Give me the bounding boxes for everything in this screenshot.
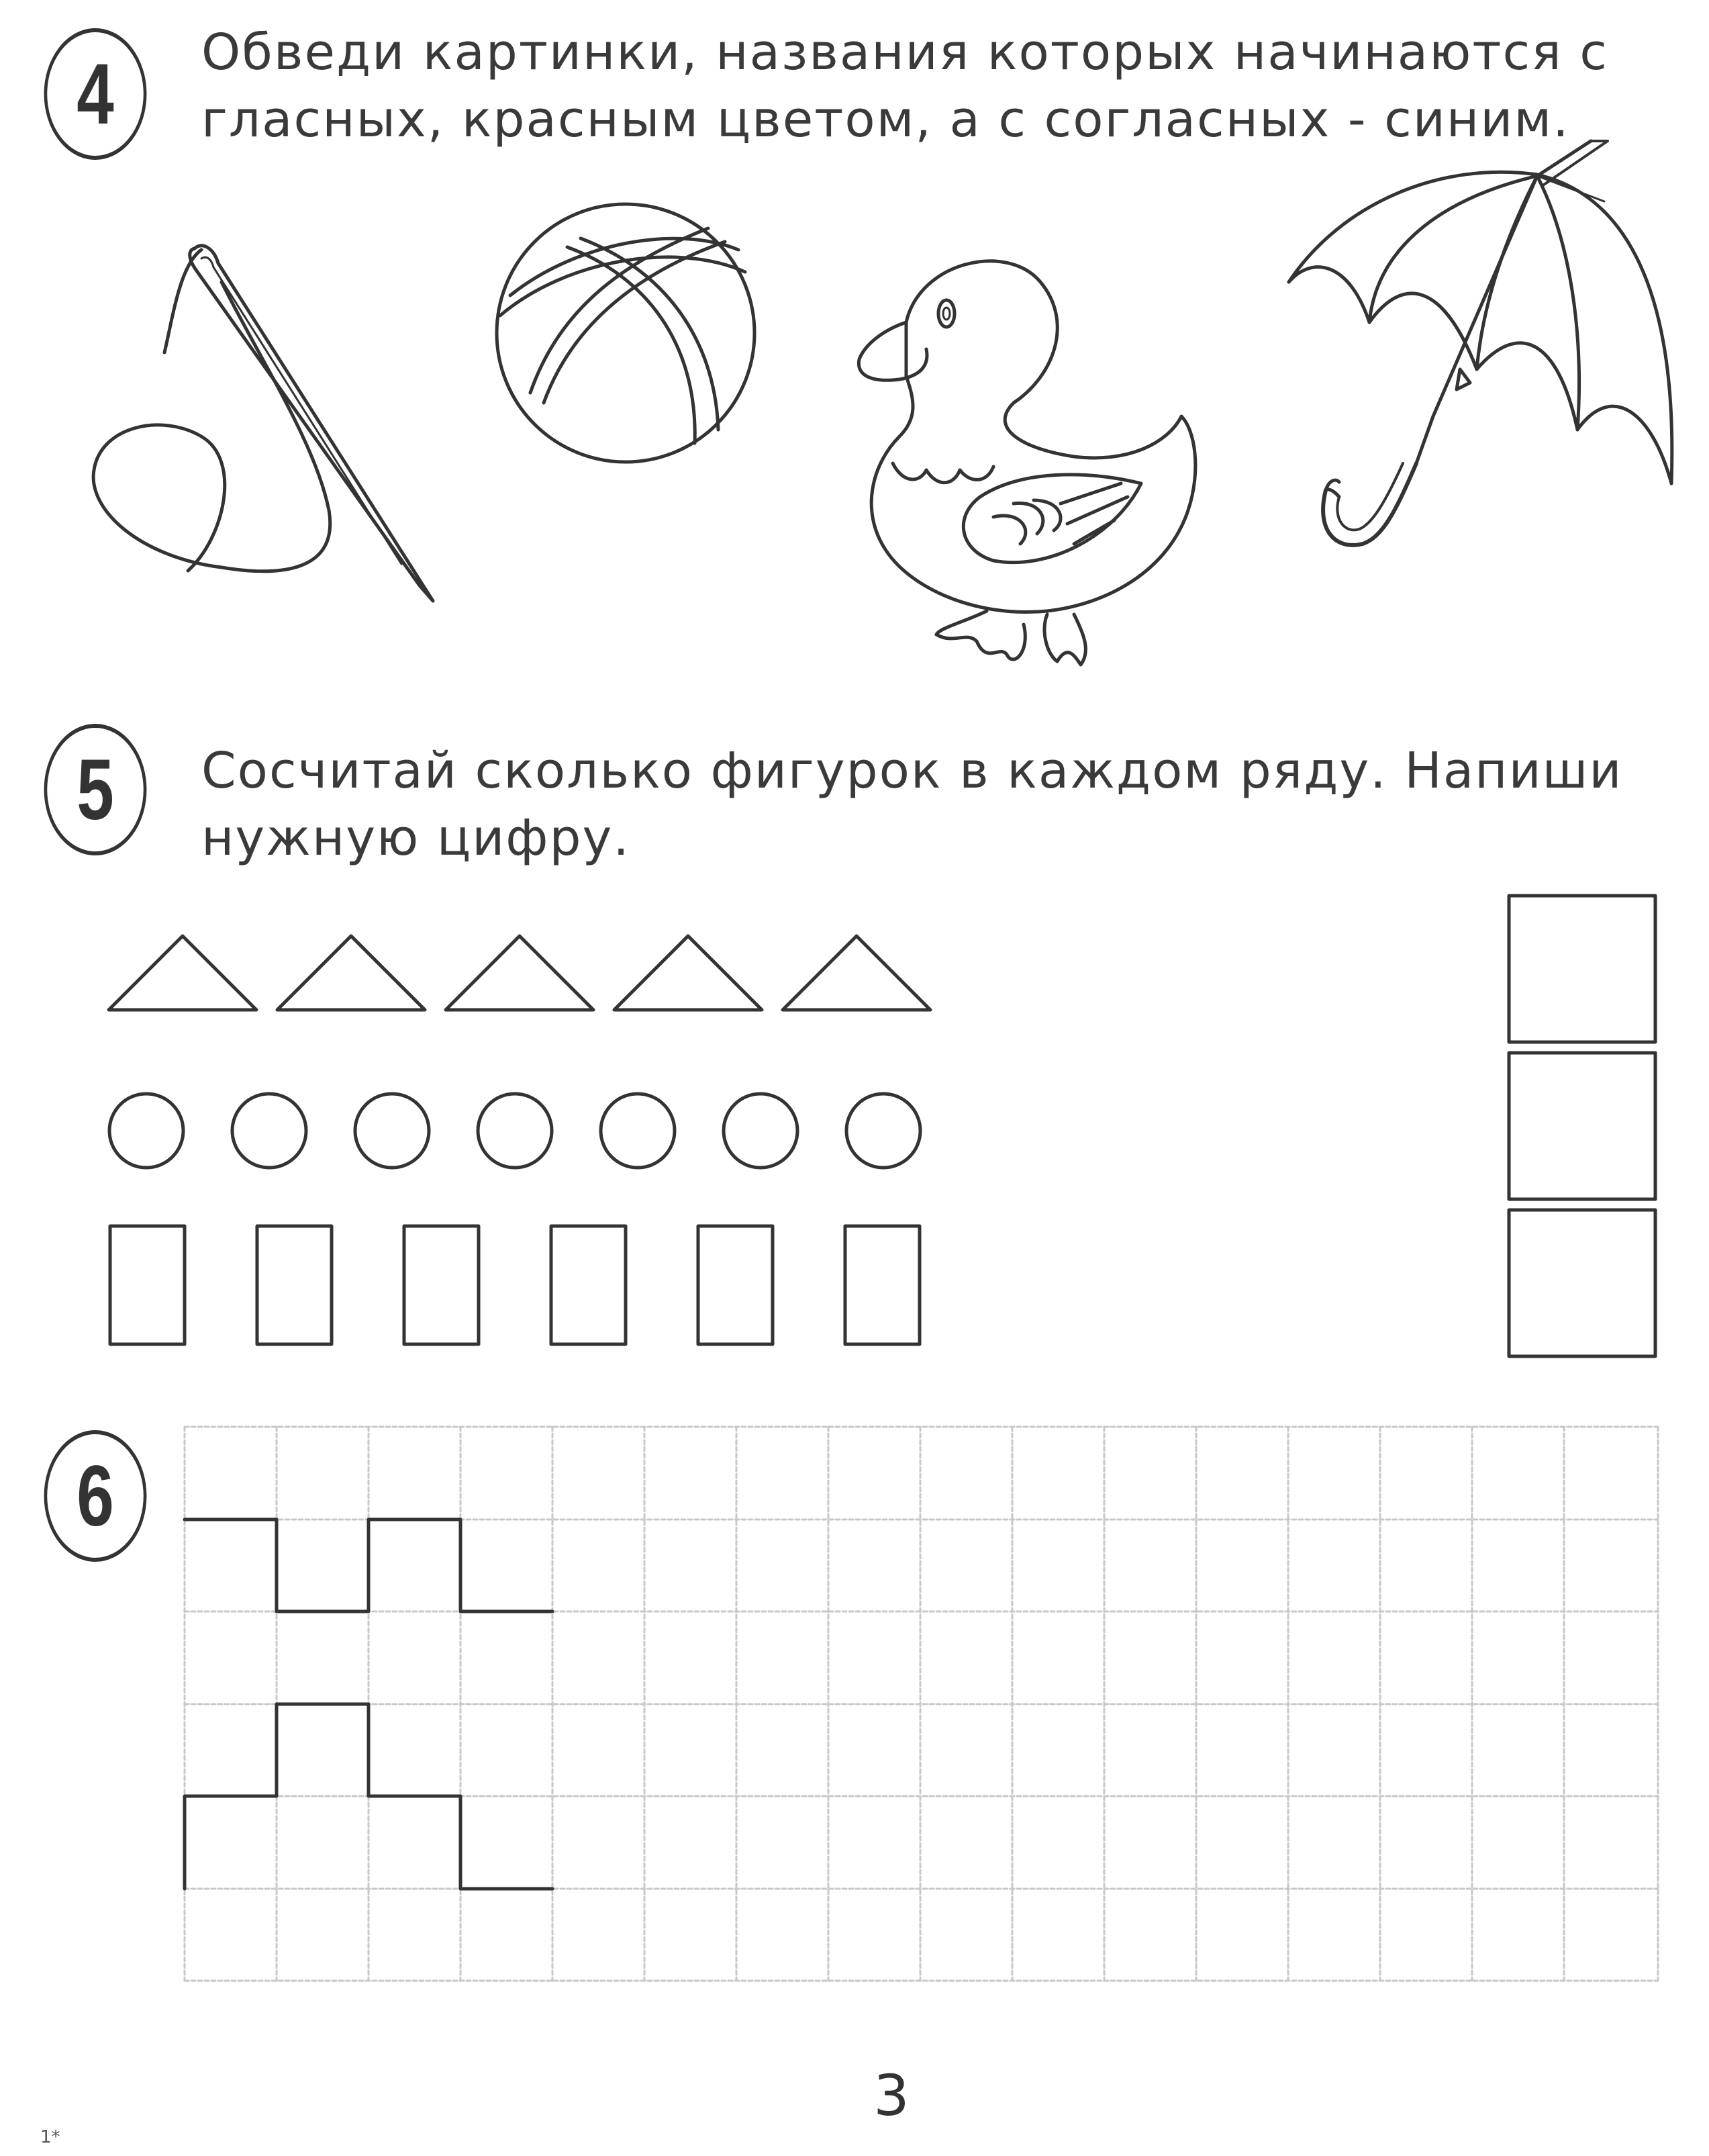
task-4-line-1: Обведи картинки, названия которых начинаются с <box>201 24 1608 81</box>
triangle-shape <box>783 936 930 1010</box>
rectangle-row <box>110 1226 920 1344</box>
triangle-shape <box>614 936 762 1010</box>
task-4-line-2: гласных, красным цветом, а с согласных - синим. <box>201 91 1570 148</box>
rectangle-shape <box>551 1226 626 1344</box>
signature-mark: 1* <box>40 2127 60 2147</box>
triangle-shape <box>446 936 593 1010</box>
triangle-shape <box>109 936 256 1010</box>
rectangle-shape <box>845 1226 920 1344</box>
answer-box-rectangles[interactable] <box>1509 1210 1655 1356</box>
circle-shape <box>724 1094 797 1168</box>
task-5-number-text: 5 <box>77 741 114 838</box>
task-5-line-1: Сосчитай сколько фигурок в каждом ряду. Напиши <box>201 742 1623 800</box>
rectangle-shape <box>110 1226 185 1344</box>
circle-shape <box>232 1094 306 1168</box>
answer-box-circles[interactable] <box>1509 1053 1655 1199</box>
task-4-number-text: 4 <box>77 46 114 142</box>
circle-shape <box>109 1094 183 1168</box>
rectangle-shape <box>404 1226 479 1344</box>
task-6-number-text: 6 <box>77 1448 114 1544</box>
circle-shape <box>601 1094 675 1168</box>
circle-shape <box>478 1094 552 1168</box>
circle-shape <box>355 1094 429 1168</box>
answer-boxes[interactable] <box>1509 896 1655 1356</box>
umbrella-icon[interactable] <box>1289 141 1672 545</box>
pattern-1 <box>185 1519 552 1611</box>
ball-icon[interactable] <box>497 204 754 462</box>
answer-box-triangles[interactable] <box>1509 896 1655 1042</box>
duck-icon[interactable] <box>859 261 1195 665</box>
rectangle-shape <box>698 1226 773 1344</box>
task-5-line-2: нужную цифру. <box>201 809 630 867</box>
needle-icon[interactable] <box>93 246 433 601</box>
triangle-row <box>109 936 930 1010</box>
drawing-grid[interactable] <box>185 1427 1658 1981</box>
page-number: 3 <box>873 2063 910 2128</box>
triangle-shape <box>277 936 425 1010</box>
circle-row <box>109 1094 920 1168</box>
circle-shape <box>846 1094 920 1168</box>
rectangle-shape <box>257 1226 332 1344</box>
